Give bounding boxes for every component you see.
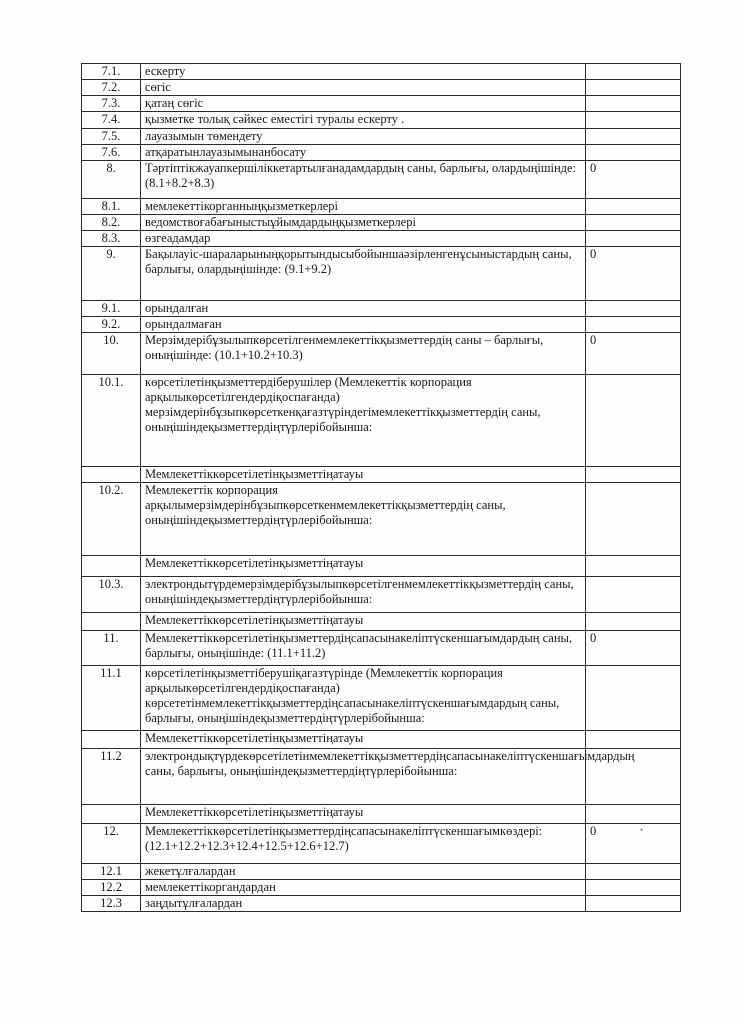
table-row: [82, 556, 681, 577]
scan-speck: •: [640, 825, 644, 835]
table-row: [82, 129, 681, 145]
row-value-cell: [586, 80, 681, 96]
row-number-cell: [82, 467, 141, 483]
row-value-cell: [586, 145, 681, 161]
row-description-cell: заңдытұлғалардан: [141, 896, 586, 912]
row-description-cell: Мемлекеттіккөрсетілетінқызметтердіңсапасынакеліптүскеншағымкөздері: (12.1+12.2+12.3+12.4+12.5+12.6+12.7): [141, 824, 586, 864]
row-description-cell: қатаң сөгіс: [141, 96, 586, 112]
row-number-cell: [82, 731, 141, 749]
row-number-cell: 10.: [82, 333, 141, 375]
row-value-cell: 0: [586, 824, 681, 864]
row-description-cell: Мемлекеттіккөрсетілетінқызметтіңатауы: [141, 467, 586, 483]
row-description-cell: жекетұлғалардан: [141, 864, 586, 880]
row-number-cell: [82, 805, 141, 824]
table-row: [82, 666, 681, 731]
row-value-cell: [586, 613, 681, 631]
row-value-cell: [586, 483, 681, 556]
table-row: [82, 631, 681, 666]
table-row: [82, 864, 681, 880]
row-value-cell: [586, 64, 681, 80]
row-number-cell: 9.2.: [82, 317, 141, 333]
table-row: [82, 880, 681, 896]
row-number-cell: 11.2: [82, 749, 141, 805]
table-row: [82, 215, 681, 231]
row-description-cell: сөгіс: [141, 80, 586, 96]
row-description-cell: ведомствоғабағыныстыұйымдардыңқызметкерлері: [141, 215, 586, 231]
table-row: [82, 896, 681, 912]
table-row: [82, 80, 681, 96]
row-description-cell: Тәртіптікжауапкершіліккетартылғанадамдардың саны, барлығы, олардыңішінде: (8.1+8.2+8.3): [141, 161, 586, 199]
table-row: [82, 317, 681, 333]
row-number-cell: 12.: [82, 824, 141, 864]
row-number-cell: 12.2: [82, 880, 141, 896]
table-row: [82, 161, 681, 199]
row-description-cell: мемлекеттікорганныңқызметкерлері: [141, 199, 586, 215]
row-value-cell: 0: [586, 333, 681, 375]
row-description-cell: Мемлекеттіккөрсетілетінқызметтердіңсапасынакеліптүскеншағымдардың саны, барлығы, оныңішінде: (11.1+11.2): [141, 631, 586, 666]
row-value-cell: [586, 199, 681, 215]
row-number-cell: 10.1.: [82, 375, 141, 467]
row-description-cell: электрондықтүрдекөрсетілетінмемлекеттікқызметтердіңсапасынакеліптүскеншағымдардың саны, барлығы, оныңішіндеқызметтердіңтүрлерібойынша:: [141, 749, 586, 805]
row-value-cell: [586, 96, 681, 112]
row-description-cell: Бақылауіс-шараларыныңқорытындысыбойыншаәзірленгенұсыныстардың саны, барлығы, олардыңішінде: (9.1+9.2): [141, 247, 586, 301]
row-value-cell: [586, 556, 681, 577]
row-description-cell: Мемлекеттік корпорация арқылымерзімдерінбұзыпкөрсеткенмемлекеттікқызметтердің саны, оныңішіндеқызметтердіңтүрлерібойынша:: [141, 483, 586, 556]
row-number-cell: 7.4.: [82, 112, 141, 129]
row-number-cell: 9.: [82, 247, 141, 301]
row-value-cell: [586, 301, 681, 317]
row-number-cell: 12.1: [82, 864, 141, 880]
table-row: [82, 483, 681, 556]
row-value-cell: 0: [586, 247, 681, 301]
row-value-cell: [586, 215, 681, 231]
row-number-cell: 12.3: [82, 896, 141, 912]
row-description-cell: Мерзімдерібұзылыпкөрсетілгенмемлекеттікқызметтердің саны – барлығы, оныңішінде: (10.1+10.2+10.3): [141, 333, 586, 375]
row-value-cell: [586, 880, 681, 896]
table-row: [82, 824, 681, 864]
row-description-cell: орындалмаған: [141, 317, 586, 333]
row-description-cell: көрсетілетінқызметтіберушіқағазтүрінде (Мемлекеттік корпорация арқылыкөрсетілгендердіқоспағанда) көрсететінмемлекеттікқызметтердіңсапасынакеліптүскеншағымдардың саны, барлығы, оныңішіндеқызметтердіңтүрлерібойынша:: [141, 666, 586, 731]
row-description-cell: қызметке толық сәйкес еместігі туралы ескерту .: [141, 112, 586, 129]
row-number-cell: 8.1.: [82, 199, 141, 215]
table-row: [82, 301, 681, 317]
row-value-cell: [586, 577, 681, 613]
row-number-cell: 9.1.: [82, 301, 141, 317]
table-row: [82, 333, 681, 375]
table-row: [82, 145, 681, 161]
table-row: [82, 731, 681, 749]
row-number-cell: 8.: [82, 161, 141, 199]
row-number-cell: [82, 613, 141, 631]
row-value-cell: [586, 112, 681, 129]
row-description-cell: атқаратынлауазымынанбосату: [141, 145, 586, 161]
row-number-cell: 11.: [82, 631, 141, 666]
row-value-cell: [586, 805, 681, 824]
row-description-cell: Мемлекеттіккөрсетілетінқызметтіңатауы: [141, 556, 586, 577]
row-value-cell: 0: [586, 161, 681, 199]
row-description-cell: Мемлекеттіккөрсетілетінқызметтіңатауы: [141, 805, 586, 824]
row-value-cell: [586, 129, 681, 145]
row-number-cell: 7.2.: [82, 80, 141, 96]
row-description-cell: ескерту: [141, 64, 586, 80]
row-description-cell: Мемлекеттіккөрсетілетінқызметтіңатауы: [141, 613, 586, 631]
table-row: [82, 375, 681, 467]
table-row: [82, 64, 681, 80]
row-value-cell: [586, 666, 681, 731]
table-row: [82, 577, 681, 613]
row-number-cell: 11.1: [82, 666, 141, 731]
table-row: [82, 467, 681, 483]
row-value-cell: [586, 864, 681, 880]
row-description-cell: көрсетілетінқызметтердіберушілер (Мемлекеттік корпорация арқылыкөрсетілгендердіқоспағанда) мерзімдерінбұзыпкөрсеткенқағазтүріндегімемлекеттікқызметтердің саны, оныңішіндеқызметтердіңтүрлерібойынша:: [141, 375, 586, 467]
table-row: [82, 805, 681, 824]
row-description-cell: Мемлекеттіккөрсетілетінқызметтіңатауы: [141, 731, 586, 749]
row-number-cell: 7.3.: [82, 96, 141, 112]
row-description-cell: орындалған: [141, 301, 586, 317]
row-number-cell: 7.6.: [82, 145, 141, 161]
row-number-cell: 10.2.: [82, 483, 141, 556]
row-value-cell: [586, 731, 681, 749]
row-value-cell: [586, 375, 681, 467]
row-number-cell: 7.1.: [82, 64, 141, 80]
row-number-cell: 8.2.: [82, 215, 141, 231]
report-table: [81, 63, 681, 912]
table-row: [82, 112, 681, 129]
table-row: [82, 231, 681, 247]
row-number-cell: [82, 556, 141, 577]
table-row: [82, 199, 681, 215]
table-row: [82, 96, 681, 112]
table-row: [82, 749, 681, 805]
row-description-cell: электрондытүрдемерзімдерібұзылыпкөрсетілгенмемлекеттікқызметтердің саны, оныңішіндеқызметтердіңтүрлерібойынша:: [141, 577, 586, 613]
row-number-cell: 7.5.: [82, 129, 141, 145]
row-value-cell: [586, 467, 681, 483]
row-value-cell: 0: [586, 631, 681, 666]
row-value-cell: [586, 231, 681, 247]
row-value-cell: [586, 317, 681, 333]
row-description-cell: мемлекеттікоргандардан: [141, 880, 586, 896]
table-row: [82, 613, 681, 631]
report-table-body: [82, 64, 681, 912]
row-number-cell: 10.3.: [82, 577, 141, 613]
row-value-cell: [586, 896, 681, 912]
row-description-cell: лауазымын төмендету: [141, 129, 586, 145]
row-description-cell: өзгеадамдар: [141, 231, 586, 247]
row-number-cell: 8.3.: [82, 231, 141, 247]
table-row: [82, 247, 681, 301]
